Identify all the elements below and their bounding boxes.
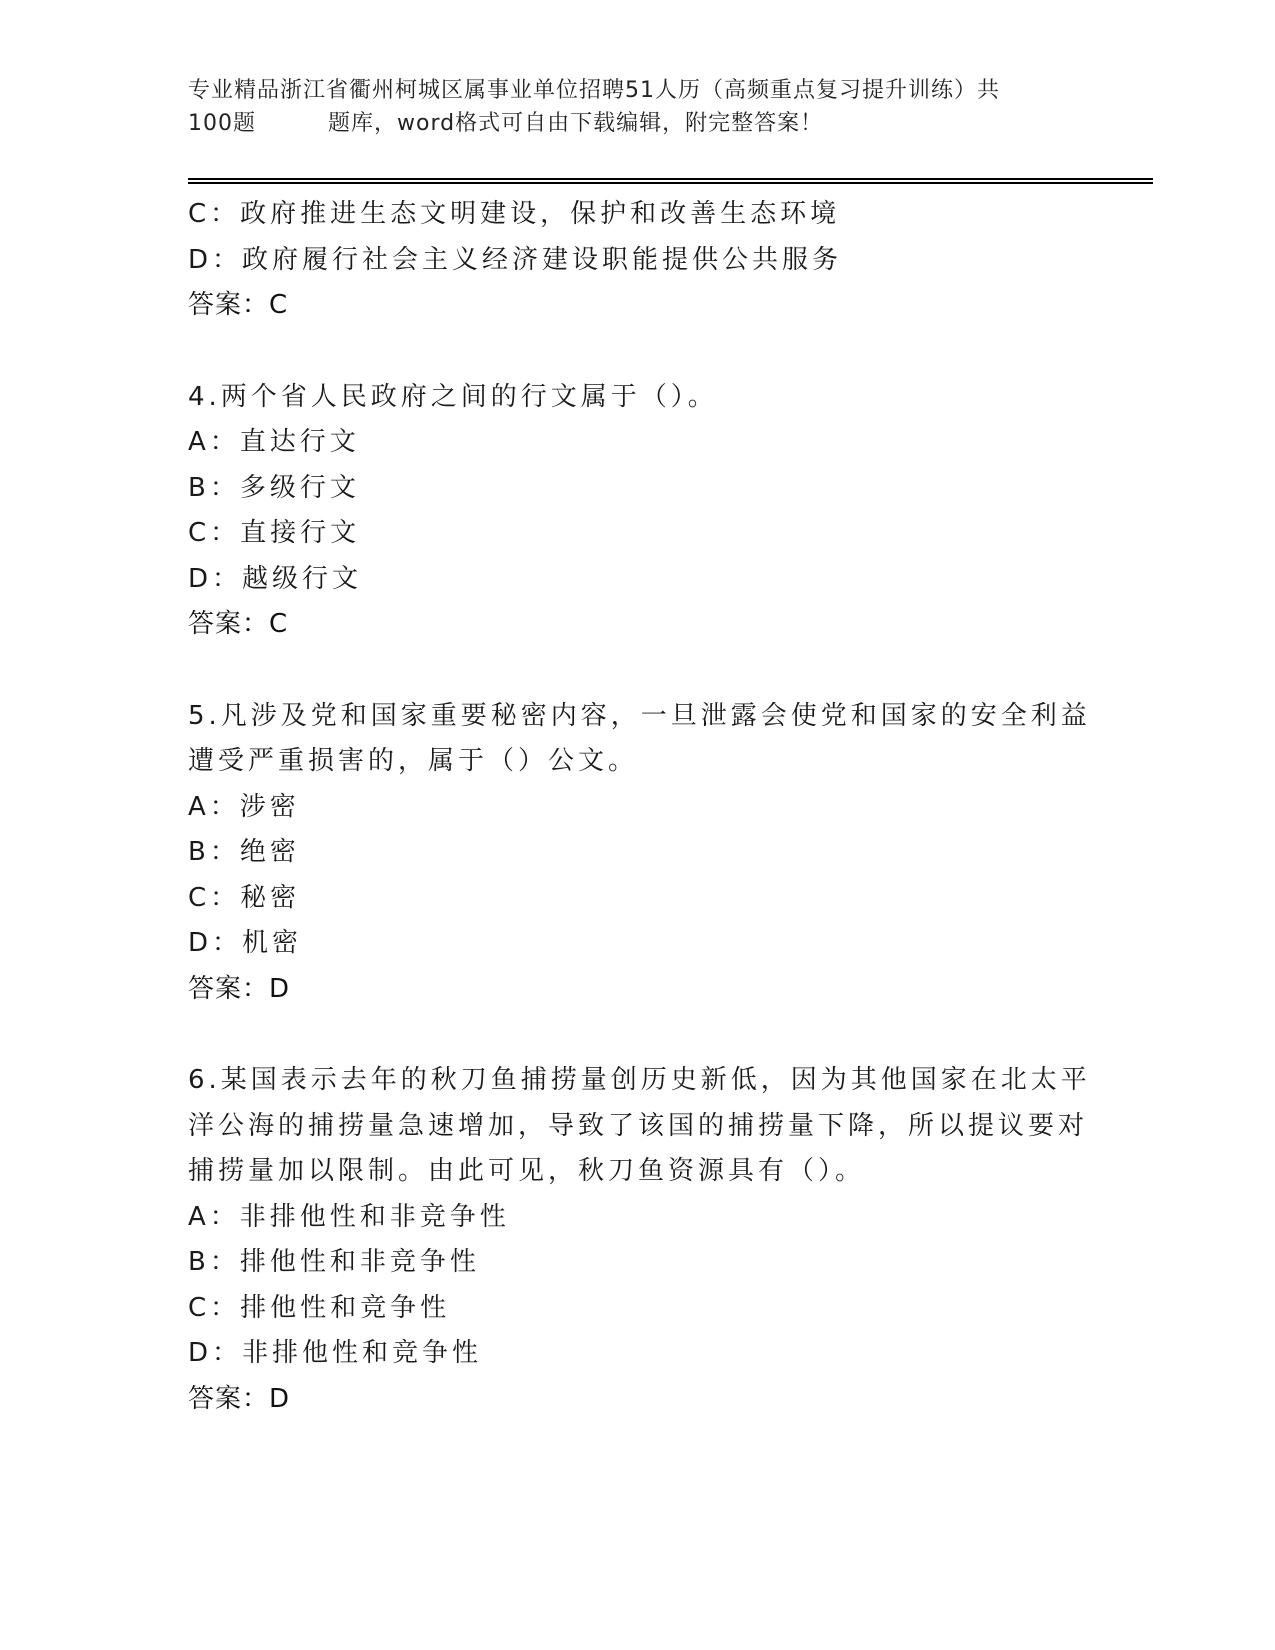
spacer	[188, 1012, 1088, 1058]
question-list	[188, 192, 1091, 1422]
option-c: C：秘密	[188, 882, 301, 913]
option-d: D：机密	[188, 928, 303, 958]
option-b: B：多级行文	[188, 472, 360, 503]
question-stem-line1: 5.凡涉及党和国家重要秘密内容，一旦泄露会使党和国家的安全利益	[188, 700, 1091, 731]
answer: 答案：D	[188, 1383, 291, 1414]
question-stem-line2: 洋公海的捕捞量急速增加，导致了该国的捕捞量下降，所以提议要对	[188, 1110, 1089, 1141]
spacer	[188, 648, 1088, 694]
header-divider-bottom	[188, 182, 1153, 184]
option-b: B：绝密	[188, 837, 300, 867]
option-c: C：政府推进生态文明建设，保护和改善生态环境	[188, 199, 841, 229]
answer: 答案：C	[188, 609, 289, 639]
option-d: D：越级行文	[188, 563, 363, 594]
question-5	[188, 694, 1091, 1013]
header-question-count: 100题	[188, 111, 256, 136]
option-b: B：排他性和非竞争性	[188, 1247, 480, 1277]
document-header	[188, 74, 1078, 140]
question-stem-line2: 遭受严重损害的，属于（）公文。	[188, 746, 639, 776]
option-a: A：涉密	[188, 791, 300, 822]
question-6	[188, 1058, 1091, 1422]
option-a: A：直达行文	[188, 427, 360, 457]
option-c: C：直接行文	[188, 518, 361, 548]
header-title-rest: 题库，word格式可自由下载编辑，附完整答案！	[328, 111, 824, 136]
answer: 答案：C	[188, 290, 289, 320]
answer: 答案：D	[188, 973, 291, 1004]
question-stem: 4.两个省人民政府之间的行文属于（）。	[188, 381, 718, 412]
header-title-line2	[188, 107, 1078, 140]
question-4	[188, 375, 1088, 648]
option-d: D：政府履行社会主义经济建设职能提供公共服务	[188, 244, 843, 275]
question-3-continued	[188, 192, 1088, 329]
option-c: C：排他性和竞争性	[188, 1292, 451, 1323]
question-stem-line3: 捕捞量加以限制。由此可见，秋刀鱼资源具有（）。	[188, 1156, 866, 1186]
option-a: A：非排他性和非竞争性	[188, 1201, 510, 1232]
option-d: D：非排他性和竞争性	[188, 1338, 483, 1368]
spacer	[188, 329, 1088, 375]
question-stem-line1: 6.某国表示去年的秋刀鱼捕捞量创历史新低，因为其他国家在北太平	[188, 1065, 1091, 1095]
header-title-line1: 专业精品浙江省衢州柯城区属事业单位招聘51人历（高频重点复习提升训练）共	[188, 78, 1000, 103]
header-divider-top	[188, 178, 1153, 180]
